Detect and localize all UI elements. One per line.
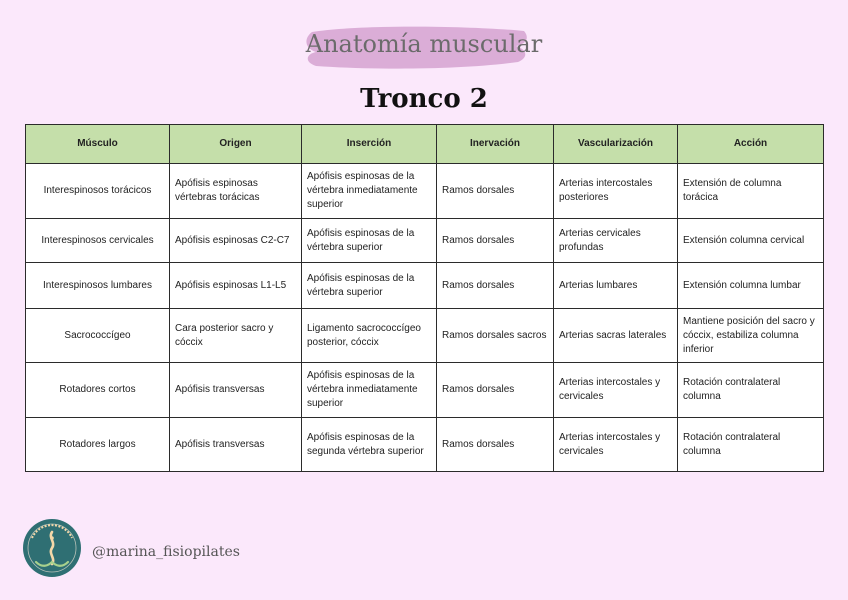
table-row bbox=[26, 363, 824, 418]
table-cell: Extensión columna cervical bbox=[678, 219, 824, 263]
table-cell: Extensión columna lumbar bbox=[678, 263, 824, 309]
social-handle[interactable]: @marina_fisiopilates bbox=[92, 544, 240, 560]
table-cell: Rotación contralateral columna bbox=[678, 418, 824, 472]
column-header: Inserción bbox=[302, 125, 437, 164]
table-cell: Ramos dorsales bbox=[437, 363, 554, 418]
table-cell: Apófisis espinosas de la vértebra inmediatamente superior bbox=[302, 164, 437, 219]
table-cell: Ramos dorsales bbox=[437, 418, 554, 472]
table-cell: Apófisis espinosas de la vértebra superior bbox=[302, 263, 437, 309]
column-header: Vascularización bbox=[554, 125, 678, 164]
column-header: Inervación bbox=[437, 125, 554, 164]
table-cell: Interespinosos torácicos bbox=[26, 164, 170, 219]
table-cell: Apófisis espinosas de la vértebra superior bbox=[302, 219, 437, 263]
table-cell: Ramos dorsales bbox=[437, 219, 554, 263]
column-header: Músculo bbox=[26, 125, 170, 164]
table-cell: Ramos dorsales bbox=[437, 263, 554, 309]
table-cell: Arterias intercostales posteriores bbox=[554, 164, 678, 219]
table-cell: Apófisis espinosas de la vértebra inmediatamente superior bbox=[302, 363, 437, 418]
table-cell: Rotadores largos bbox=[26, 418, 170, 472]
table-cell: Ramos dorsales bbox=[437, 164, 554, 219]
table-cell: Rotadores cortos bbox=[26, 363, 170, 418]
table-cell: Apófisis espinosas C2-C7 bbox=[170, 219, 302, 263]
table-cell: Apófisis transversas bbox=[170, 418, 302, 472]
table-cell: Arterias cervicales profundas bbox=[554, 219, 678, 263]
column-header: Origen bbox=[170, 125, 302, 164]
table-cell: Arterias sacras laterales bbox=[554, 309, 678, 363]
brand-logo bbox=[22, 518, 82, 578]
table-cell: Apófisis espinosas de la segunda vértebra superior bbox=[302, 418, 437, 472]
table-cell: Ramos dorsales sacros bbox=[437, 309, 554, 363]
table-cell: Arterias intercostales y cervicales bbox=[554, 418, 678, 472]
table-cell: Sacrococcígeo bbox=[26, 309, 170, 363]
section-subtitle: Anatomía muscular bbox=[305, 30, 543, 58]
column-header: Acción bbox=[678, 125, 824, 164]
table-cell: Apófisis espinosas vértebras torácicas bbox=[170, 164, 302, 219]
table-cell: Interespinosos cervicales bbox=[26, 219, 170, 263]
table-row bbox=[26, 164, 824, 219]
table-cell: Rotación contralateral columna bbox=[678, 363, 824, 418]
table-row bbox=[26, 263, 824, 309]
table-cell: Extensión de columna torácica bbox=[678, 164, 824, 219]
table-cell: Apófisis transversas bbox=[170, 363, 302, 418]
table-row bbox=[26, 219, 824, 263]
table-row bbox=[26, 418, 824, 472]
muscle-table bbox=[25, 124, 824, 472]
table-row bbox=[26, 309, 824, 363]
table-cell: Ligamento sacrococcígeo posterior, cóccix bbox=[302, 309, 437, 363]
page-title: Tronco 2 bbox=[360, 84, 488, 114]
table-cell: Arterias intercostales y cervicales bbox=[554, 363, 678, 418]
table-header-row bbox=[26, 125, 824, 164]
table-cell: Arterias lumbares bbox=[554, 263, 678, 309]
table-cell: Apófisis espinosas L1-L5 bbox=[170, 263, 302, 309]
table-cell: Cara posterior sacro y cóccix bbox=[170, 309, 302, 363]
table-cell: Interespinosos lumbares bbox=[26, 263, 170, 309]
table-cell: Mantiene posición del sacro y cóccix, estabiliza columna inferior bbox=[678, 309, 824, 363]
